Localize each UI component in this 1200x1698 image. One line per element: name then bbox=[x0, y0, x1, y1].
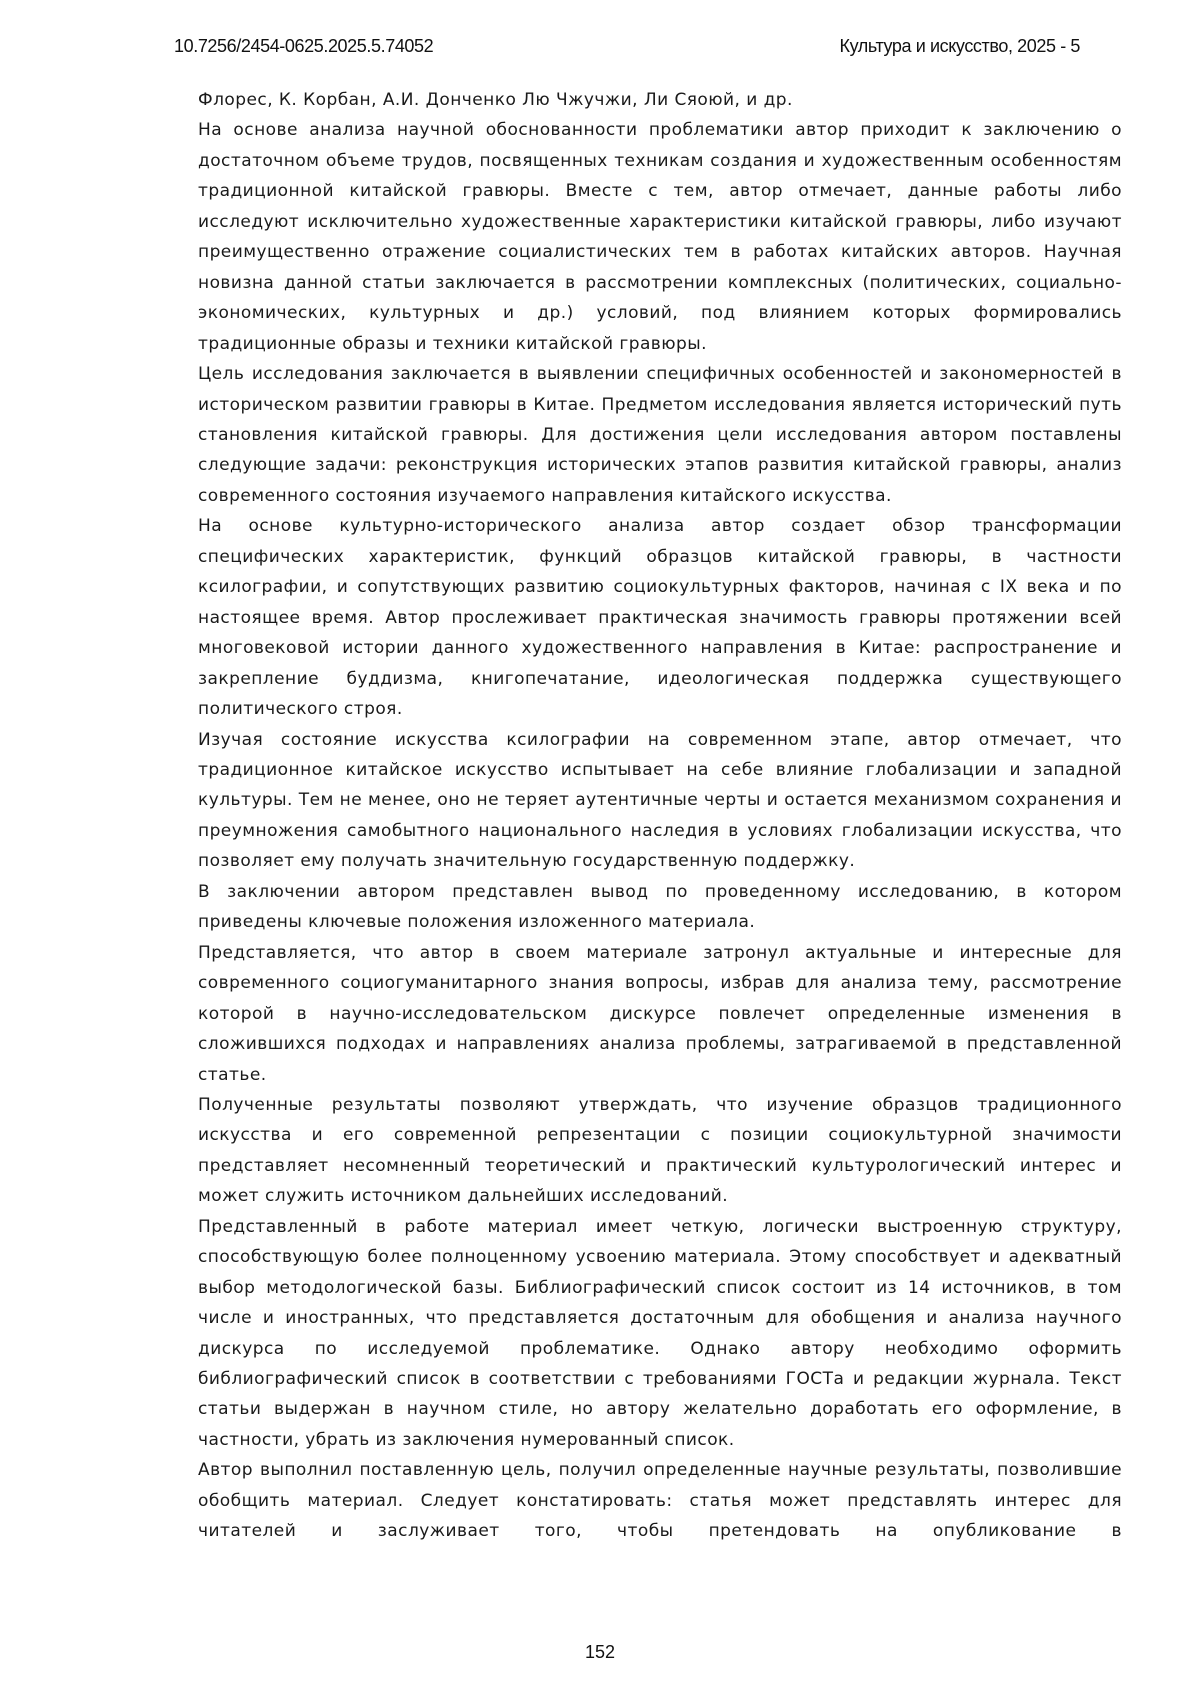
paragraph: На основе культурно-исторического анализа автор создает обзор трансформации специфических характеристик, функций образцов китайской гравюры, в частности ксилографии, и сопутствующих развитию социокультурных факторов, начиная с IX века и по настоящее время. Автор прослеживает практическая значимость гравюры протяжении всей многовековой истории данного художественного направления в Китае: распространение и закрепление буддизма, книгопечатание, идеологическая поддержка существующего политического строя. bbox=[198, 511, 1122, 724]
running-head bbox=[174, 36, 1080, 62]
paragraph: Изучая состояние искусства ксилографии на современном этапе, автор отмечает, что традиционное китайское искусство испытывает на себе влияние глобализации и западной культуры. Тем не менее, оно не теряет аутентичные черты и остается механизмом сохранения и преумножения самобытного национального наследия в условиях глобализации искусства, что позволяет ему получать значительную государственную поддержку. bbox=[198, 725, 1122, 877]
article-body bbox=[198, 85, 1122, 1547]
paragraph: На основе анализа научной обоснованности проблематики автор приходит к заключению о достаточном объеме трудов, посвященных техникам создания и художественным особенностям традиционной китайской гравюры. Вместе с тем, автор отмечает, данные работы либо исследуют исключительно художественные характеристики китайской гравюры, либо изучают преимущественно отражение социалистических тем в работах китайских авторов. Научная новизна данной статьи заключается в рассмотрении комплексных (политических, социально-экономических, культурных и др.) условий, под влиянием которых формировались традиционные образы и техники китайской гравюры. bbox=[198, 115, 1122, 359]
journal-title: Культура и искусство, 2025 - 5 bbox=[840, 36, 1080, 57]
paragraph: Представляется, что автор в своем материале затронул актуальные и интересные для современного социогуманитарного знания вопросы, избрав для анализа тему, рассмотрение которой в научно-исследовательском дискурсе повлечет определенные изменения в сложившихся подходах и направлениях анализа проблемы, затрагиваемой в представленной статье. bbox=[198, 938, 1122, 1090]
paragraph: Флорес, К. Корбан, А.И. Донченко Лю Чжучжи, Ли Сяоюй, и др. bbox=[198, 85, 1122, 115]
paragraph: Представленный в работе материал имеет четкую, логически выстроенную структуру, способствующую более полноценному усвоению материала. Этому способствует и адекватный выбор методологической базы. Библиографический список состоит из 14 источников, в том числе и иностранных, что представляется достаточным для обобщения и анализа научного дискурса по исследуемой проблематике. Однако автору необходимо оформить библиографический список в соответствии с требованиями ГОСТа и редакции журнала. Текст статьи выдержан в научном стиле, но автору желательно доработать его оформление, в частности, убрать из заключения нумерованный список. bbox=[198, 1212, 1122, 1456]
paragraph: Цель исследования заключается в выявлении специфичных особенностей и закономерностей в историческом развитии гравюры в Китае. Предметом исследования является исторический путь становления китайской гравюры. Для достижения цели исследования автором поставлены следующие задачи: реконструкция исторических этапов развития китайской гравюры, анализ современного состояния изучаемого направления китайского искусства. bbox=[198, 359, 1122, 511]
paragraph: Полученные результаты позволяют утверждать, что изучение образцов традиционного искусства и его современной репрезентации с позиции социокультурной значимости представляет несомненный теоретический и практический культурологический интерес и может служить источником дальнейших исследований. bbox=[198, 1090, 1122, 1212]
doi-label: 10.7256/2454-0625.2025.5.74052 bbox=[174, 36, 433, 57]
page bbox=[0, 0, 1200, 1698]
paragraph: В заключении автором представлен вывод по проведенному исследованию, в котором приведены ключевые положения изложенного материала. bbox=[198, 877, 1122, 938]
paragraph-last: Автор выполнил поставленную цель, получил определенные научные результаты, позволившие обобщить материал. Следует констатировать: статья может представлять интерес для читателей и заслуживает того, чтобы претендовать на опубликование в bbox=[198, 1455, 1122, 1546]
page-number: 152 bbox=[0, 1642, 1200, 1663]
